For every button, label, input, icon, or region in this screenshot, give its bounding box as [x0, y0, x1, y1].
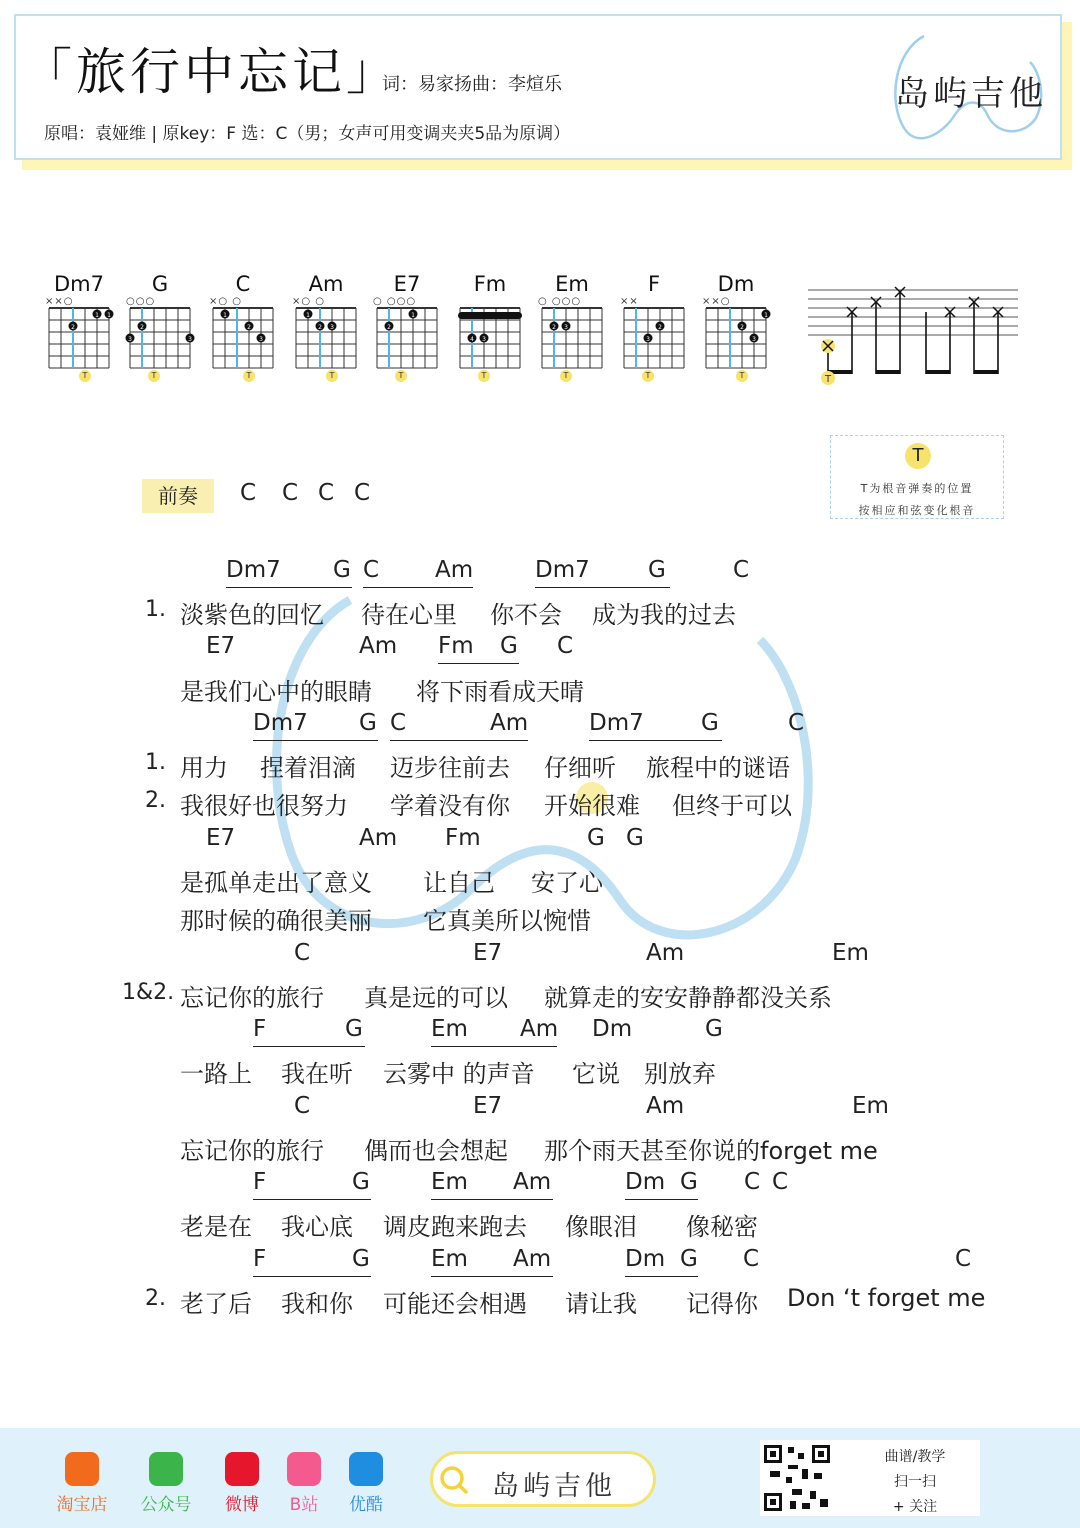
lyric-line: 我很好也很努力: [180, 792, 348, 820]
song-title: 「旅行中忘记」: [22, 43, 400, 101]
root-tag: T: [79, 370, 91, 382]
svg-text:2: 2: [71, 324, 75, 331]
qr-code-icon[interactable]: [762, 1443, 832, 1513]
search-text: 岛屿吉他: [492, 1471, 616, 1502]
root-tag: T: [395, 370, 407, 382]
svg-text:1: 1: [764, 312, 768, 319]
chord-name: F: [647, 272, 661, 296]
chord-markers: ×○ ○: [209, 296, 243, 307]
root-tag: T: [560, 370, 572, 382]
lyric-line: 仔细听: [544, 754, 616, 782]
svg-text:2: 2: [140, 324, 144, 331]
chord-name: E7: [393, 272, 421, 296]
chord-symbol: C: [363, 557, 380, 583]
svg-text:3: 3: [259, 336, 263, 343]
chord-underline: [363, 587, 473, 588]
svg-text:2: 2: [318, 324, 322, 331]
root-tag: T: [148, 370, 160, 382]
song-info: 原唱：袁娅维 | 原key：F 选：C（男；女声可用变调夹夹5品为原调）: [44, 124, 571, 144]
chord-symbol: G: [680, 1169, 698, 1195]
chord-markers: ××○: [45, 296, 74, 307]
lyric-line: 忘记你的旅行: [180, 984, 324, 1012]
svg-text:2: 2: [552, 324, 556, 331]
lyric-line: 偶而也会想起: [364, 1137, 508, 1165]
chord-markers: ○ ○○○: [373, 296, 417, 307]
svg-text:1: 1: [95, 312, 99, 319]
root-tag: T: [736, 370, 748, 382]
lyric-line: 但终于可以: [672, 792, 792, 820]
intro-chord: C: [354, 480, 371, 506]
chord-diagram-g: [124, 304, 196, 376]
intro-chord: C: [318, 480, 335, 506]
chord-symbol: C: [788, 710, 805, 736]
verse-number: 1.: [145, 750, 166, 775]
lyric-line: 那个雨天甚至你说的forget me: [544, 1137, 878, 1165]
social-label[interactable]: 优酷: [349, 1495, 383, 1515]
chord-name: Fm: [473, 272, 507, 296]
lyric-line: 可能还会相遇: [383, 1290, 527, 1318]
qr-line: + 关注: [892, 1499, 938, 1515]
chord-symbol: Em: [431, 1169, 468, 1195]
chord-symbol: C: [390, 710, 407, 736]
chord-symbol: C: [294, 1093, 311, 1119]
chord-underline: [253, 1276, 371, 1277]
root-tag: T: [478, 370, 490, 382]
svg-text:3: 3: [646, 336, 650, 343]
chord-symbol: G: [626, 825, 644, 851]
brand-logo-text: 岛屿吉他: [895, 74, 1047, 114]
lyric-line: 成为我的过去: [592, 601, 736, 629]
chord-symbol: Dm: [625, 1246, 666, 1272]
lyric-line: 调皮跑来跑去: [383, 1213, 527, 1241]
lyric-line: 将下雨看成天晴: [416, 678, 584, 706]
chord-symbol: C: [294, 940, 311, 966]
chord-markers: ○○○: [126, 296, 156, 307]
lyric-line: 老是在: [180, 1213, 252, 1241]
chord-underline: [253, 740, 378, 741]
intro-label: 前奏: [142, 479, 214, 513]
chord-markers: ××: [620, 296, 639, 307]
root-tag: T: [642, 370, 654, 382]
chord-symbol: Dm7: [589, 710, 644, 736]
root-tag: T: [243, 370, 255, 382]
chord-diagram-f: [618, 304, 690, 376]
svg-text:1: 1: [223, 312, 227, 319]
chord-symbol: G: [705, 1016, 723, 1042]
social-label[interactable]: 淘宝店: [56, 1495, 108, 1515]
chord-diagram-fm: [454, 304, 526, 376]
lyric-line: 我心底: [281, 1213, 353, 1241]
lyric-line: 像眼泪: [565, 1213, 637, 1241]
bilibili-icon[interactable]: [287, 1452, 321, 1486]
svg-text:3: 3: [482, 336, 486, 343]
chord-symbol: G: [352, 1169, 370, 1195]
chord-symbol: Em: [431, 1016, 468, 1042]
svg-text:3: 3: [128, 336, 132, 343]
chord-symbol: C: [744, 1169, 761, 1195]
lyric-line: 记得你: [686, 1290, 758, 1318]
wechat-icon[interactable]: [149, 1452, 183, 1486]
chord-name: Dm: [717, 272, 755, 296]
chord-underline: [226, 587, 352, 588]
chord-underline: [431, 1046, 557, 1047]
legend-line-2: 按相应和弦变化根音: [858, 504, 976, 517]
qr-line: 曲谱/教学: [884, 1449, 946, 1465]
lyric-line: 待在心里: [361, 601, 457, 629]
chord-symbol: Dm7: [226, 557, 281, 583]
chord-symbol: E7: [473, 1093, 503, 1119]
legend-line-1: T为根音弹奏的位置: [860, 482, 974, 495]
chord-symbol: G: [352, 1246, 370, 1272]
chord-symbol: C: [772, 1169, 789, 1195]
chord-symbol: Dm: [592, 1016, 633, 1042]
chord-diagram-am: [290, 304, 362, 376]
youku-icon[interactable]: [349, 1452, 383, 1486]
lyric-line: 旅程中的谜语: [646, 754, 790, 782]
weibo-icon[interactable]: [225, 1452, 259, 1486]
chord-name: Am: [308, 272, 344, 296]
chord-symbol: C: [733, 557, 750, 583]
legend-symbol: T: [905, 443, 931, 469]
lyric-line: 一路上: [180, 1060, 252, 1088]
verse-number: 2.: [145, 788, 166, 813]
chord-symbol: Dm7: [253, 710, 308, 736]
lyric-line: 它说: [572, 1060, 620, 1088]
lyric-line: 就算走的安安静静都没关系: [544, 984, 832, 1012]
svg-text:2: 2: [740, 324, 744, 331]
svg-text:2: 2: [247, 324, 251, 331]
chord-underline: [589, 740, 722, 741]
lyric-line: 淡紫色的回忆: [180, 601, 324, 629]
chord-underline: [390, 740, 528, 741]
verse-number: 1&2.: [122, 980, 175, 1005]
chord-symbol: E7: [206, 633, 236, 659]
chord-diagram-em: [536, 304, 608, 376]
chord-symbol: Em: [832, 940, 869, 966]
chord-underline: [431, 1276, 553, 1277]
chord-symbol: Dm7: [535, 557, 590, 583]
lyric-line: 我和你: [281, 1290, 353, 1318]
chord-diagram-dm7: [43, 304, 115, 376]
lyric-line: Don ‘t forget me: [787, 1284, 986, 1312]
svg-text:3: 3: [330, 324, 334, 331]
chord-symbol: Am: [435, 557, 474, 583]
verse-number: 1.: [145, 597, 166, 622]
chord-symbol: Am: [646, 940, 685, 966]
intro-chord: C: [282, 480, 299, 506]
lyric-line: 学着没有你: [390, 792, 510, 820]
chord-markers: ××○: [702, 296, 731, 307]
intro-chord: C: [240, 480, 257, 506]
chord-symbol: Fm: [445, 825, 481, 851]
chord-diagram-c: [207, 304, 279, 376]
chord-symbol: F: [253, 1169, 267, 1195]
chord-symbol: G: [587, 825, 605, 851]
svg-text:3: 3: [188, 336, 192, 343]
svg-text:1: 1: [306, 312, 310, 319]
chord-markers: ×○ ○: [292, 296, 326, 307]
lyric-line: 那时候的确很美丽: [180, 907, 372, 935]
chord-symbol: Am: [520, 1016, 559, 1042]
lyric-line: 它真美所以惋惜: [423, 907, 591, 935]
chord-name: C: [235, 272, 251, 296]
svg-text:2: 2: [387, 324, 391, 331]
chord-underline: [535, 587, 670, 588]
chord-symbol: G: [500, 633, 518, 659]
chord-symbol: C: [557, 633, 574, 659]
lyric-line: 请让我: [565, 1290, 637, 1318]
chord-markers: ○ ○○○: [538, 296, 582, 307]
lyric-line: 我在听: [281, 1060, 353, 1088]
svg-text:4: 4: [470, 336, 474, 343]
song-credits: 词：易家扬曲：李煊乐: [382, 74, 562, 95]
lyric-line: 让自己: [423, 869, 495, 897]
lyric-line: 开始很难: [544, 792, 640, 820]
chord-symbol: Am: [513, 1246, 552, 1272]
search-icon: [438, 1464, 470, 1496]
chord-symbol: C: [955, 1246, 972, 1272]
chord-symbol: Dm: [625, 1169, 666, 1195]
lyric-line: 捏着泪滴: [260, 754, 356, 782]
verse-number: 2.: [145, 1286, 166, 1311]
lyric-line: 是我们心中的眼睛: [180, 678, 372, 706]
chord-underline: [625, 1276, 698, 1277]
qr-line: 扫一扫: [894, 1474, 936, 1490]
chord-symbol: F: [253, 1246, 267, 1272]
taobao-icon[interactable]: [65, 1452, 99, 1486]
chord-underline: [625, 1199, 698, 1200]
strum-root-tag: T: [824, 374, 832, 385]
chord-symbol: Em: [852, 1093, 889, 1119]
chord-symbol: E7: [473, 940, 503, 966]
lyric-line: 老了后: [180, 1290, 252, 1318]
chord-symbol: G: [345, 1016, 363, 1042]
social-label[interactable]: 公众号: [140, 1495, 192, 1515]
chord-symbol: E7: [206, 825, 236, 851]
social-label[interactable]: 微博: [225, 1495, 259, 1515]
chord-symbol: G: [680, 1246, 698, 1272]
chord-symbol: G: [701, 710, 719, 736]
svg-text:3: 3: [564, 324, 568, 331]
lyric-line: 迈步往前去: [390, 754, 510, 782]
svg-text:1: 1: [411, 312, 415, 319]
svg-text:3: 3: [752, 336, 756, 343]
chord-name: Dm7: [54, 272, 104, 296]
chord-symbol: G: [359, 710, 377, 736]
chord-symbol: Am: [513, 1169, 552, 1195]
social-label[interactable]: B站: [289, 1495, 319, 1515]
chord-diagram-dm: [700, 304, 772, 376]
lyric-line: 是孤单走出了意义: [180, 869, 372, 897]
chord-symbol: F: [253, 1016, 267, 1042]
strum-pattern: [808, 282, 1022, 386]
chord-underline: [253, 1046, 365, 1047]
chord-symbol: Am: [359, 825, 398, 851]
chord-name: G: [151, 272, 169, 296]
chord-name: Em: [555, 272, 589, 296]
lyric-line: 安了心: [531, 869, 603, 897]
chord-symbol: Am: [490, 710, 529, 736]
lyric-line: 像秘密: [686, 1213, 758, 1241]
lyric-line: 真是远的可以: [364, 984, 508, 1012]
chord-diagram-e7: [371, 304, 443, 376]
root-tag: T: [326, 370, 338, 382]
chord-symbol: G: [333, 557, 351, 583]
lyric-line: 忘记你的旅行: [180, 1137, 324, 1165]
chord-symbol: G: [648, 557, 666, 583]
chord-underline: [438, 663, 519, 664]
lyric-line: 云雾中 的声音: [383, 1060, 535, 1088]
chord-symbol: Am: [646, 1093, 685, 1119]
chord-symbol: C: [743, 1246, 760, 1272]
lyric-line: 你不会: [490, 601, 562, 629]
svg-text:2: 2: [658, 324, 662, 331]
chord-underline: [253, 1199, 371, 1200]
chord-symbol: Am: [359, 633, 398, 659]
lyric-line: 别放弃: [644, 1060, 716, 1088]
svg-text:1: 1: [107, 312, 111, 319]
chord-symbol: Fm: [438, 633, 474, 659]
lyric-line: 用力: [180, 754, 228, 782]
chord-symbol: Em: [431, 1246, 468, 1272]
chord-underline: [431, 1199, 553, 1200]
